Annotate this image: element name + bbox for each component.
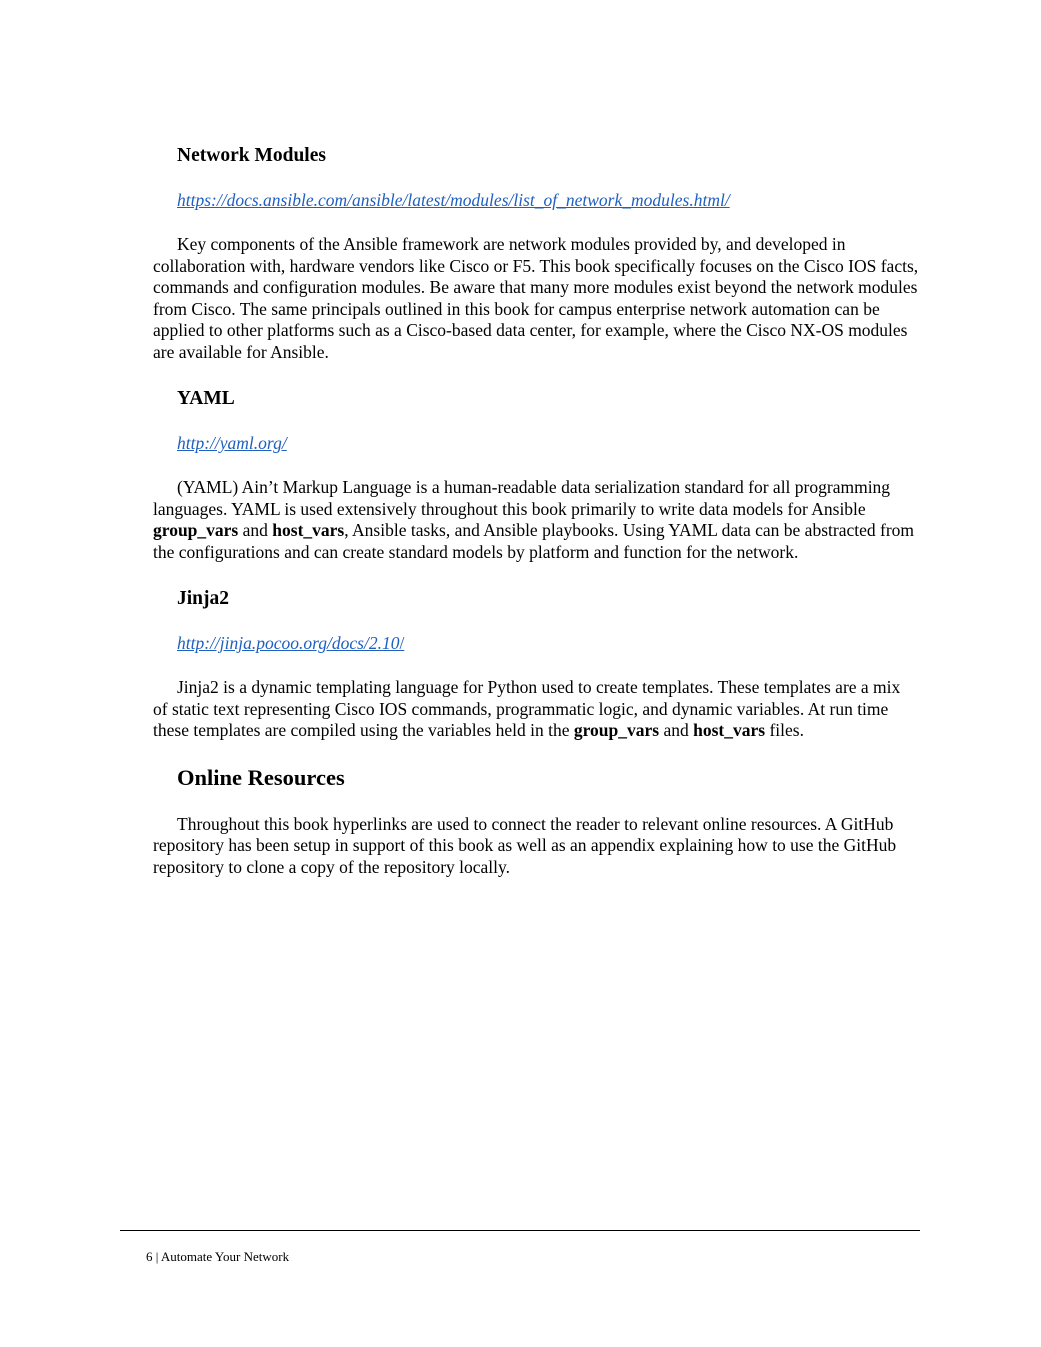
footer-divider xyxy=(120,1230,920,1231)
yaml-text-3: , Ansible tasks, and Ansible playbooks. Using YAML data can be abstracted from the configurations and can create standard models by platform and function for the network. xyxy=(153,520,915,562)
jinja2-bold-host-vars: host_vars xyxy=(693,720,766,740)
yaml-link[interactable]: http://yaml.org/ xyxy=(177,433,287,453)
jinja2-text-2: and xyxy=(659,720,694,740)
jinja2-text-3: files. xyxy=(765,720,804,740)
network-modules-heading: Network Modules xyxy=(177,145,326,166)
jinja2-text-1: Jinja2 is a dynamic templating language for Python used to create templates. These templates are a mix of static text representing Cisco IOS commands, programmatic logic, and dynamic variables. At run time these templates are compiled using the variables held in the xyxy=(153,677,901,740)
network-modules-paragraph: Key components of the Ansible framework are network modules provided by, and developed in collaboration with, hardware vendors like Cisco or F5. This book specifically focuses on the Cisco IOS facts, commands and configuration modules. Be aware that many more modules exist beyond the network modules from Cisco. The same principals outlined in this book for campus enterprise network automation can be applied to other platforms such as a Cisco-based data center, for example, where the Cisco NX-OS modules are available for Ansible. xyxy=(153,234,919,362)
jinja2-link-main: http://jinja.pocoo.org/docs/2.10 xyxy=(177,633,400,653)
yaml-text-2: and xyxy=(238,520,273,540)
online-resources-paragraph: Throughout this book hyperlinks are used to connect the reader to relevant online resources. A GitHub repository has been setup in support of this book as well as an appendix explaining how to use the GitHub repository to clone a copy of the repository locally. xyxy=(153,813,897,877)
yaml-heading: YAML xyxy=(177,388,235,409)
jinja2-link[interactable] xyxy=(177,632,404,654)
jinja2-paragraph xyxy=(153,677,919,742)
jinja2-link-slash: / xyxy=(399,633,405,653)
jinja2-heading: Jinja2 xyxy=(177,588,230,609)
online-resources-heading: Online Resources xyxy=(177,764,345,790)
yaml-paragraph xyxy=(153,477,919,563)
yaml-text-1: (YAML) Ain’t Markup Language is a human-readable data serialization standard for all programming languages. YAML is used extensively throughout this book primarily to write data models for Ansible xyxy=(153,477,891,519)
yaml-bold-host-vars: host_vars xyxy=(272,520,345,540)
yaml-bold-group-vars: group_vars xyxy=(153,520,239,540)
jinja2-bold-group-vars: group_vars xyxy=(573,720,660,740)
page-content xyxy=(153,144,919,878)
network-modules-link[interactable]: https://docs.ansible.com/ansible/latest/modules/list_of_network_modules.html/ xyxy=(177,190,730,210)
page-footer: 6 | Automate Your Network xyxy=(146,1249,290,1264)
